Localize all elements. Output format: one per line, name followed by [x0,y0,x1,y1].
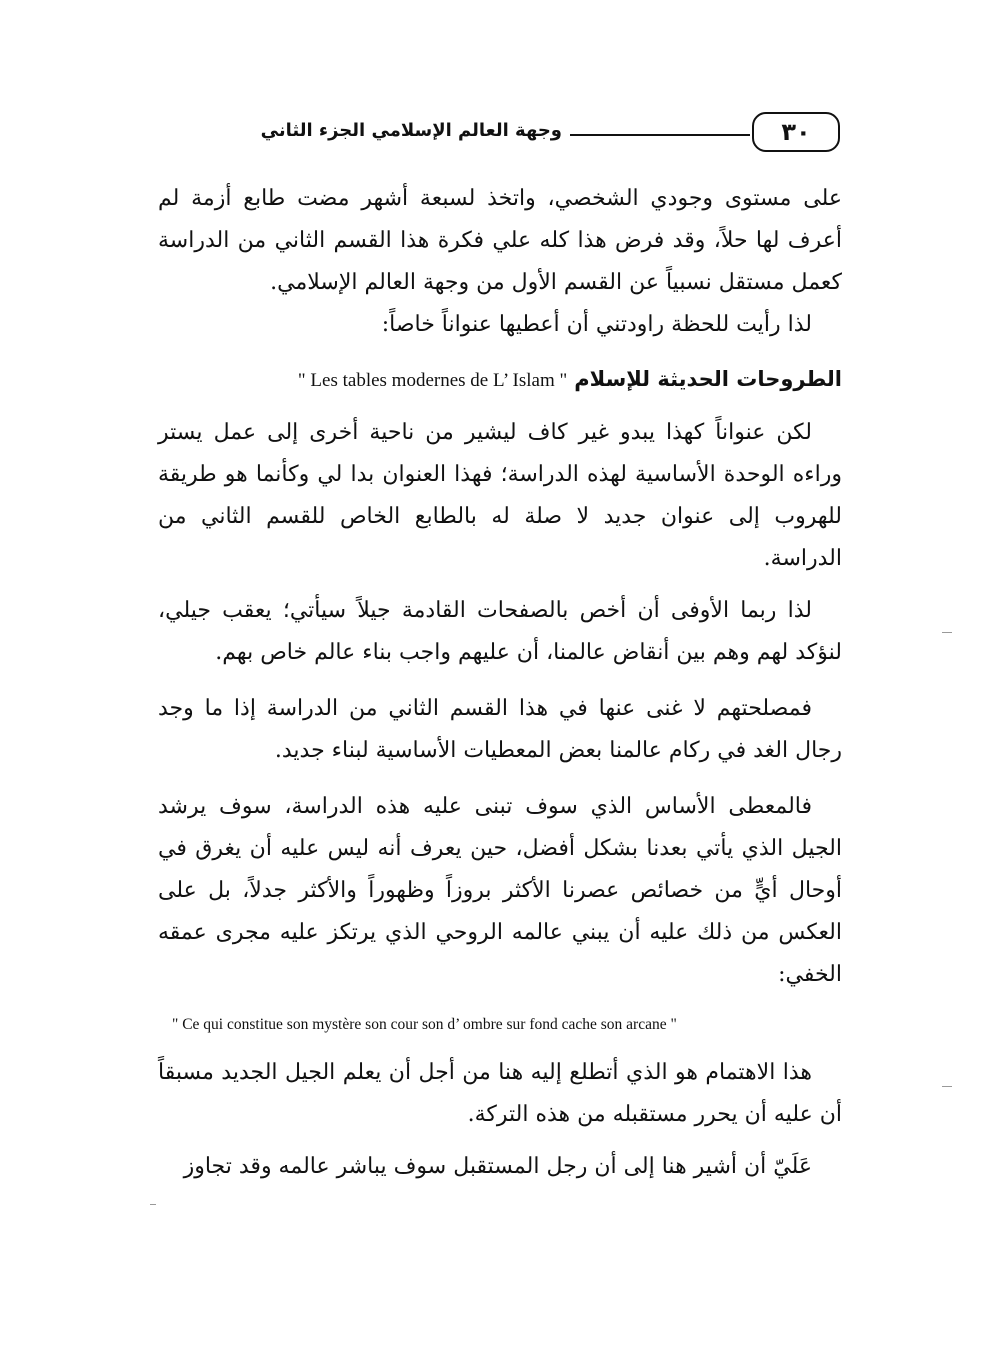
paragraph-6: فالمعطى الأساس الذي سوف تبنى عليه هذه الدراسة، سوف يرشد الجيل الذي يأتي بعدنا بشكل أفضل، حين يعرف أنه ليس عليه أن يغرق في أوحال أيٍّ من خصائص عصرنا الأكثر بروزاً وظهوراً والأكثر جدلاً، بل على العكس من ذلك عليه أن يبني عالمه الروحي الذي يرتكز عليه مجرى عمقه الخفي: [158,794,842,987]
margin-mark [942,1086,952,1087]
paragraph-1: على مستوى وجودي الشخصي، واتخذ لسبعة أشهر مضت طابع أزمة لم أعرف لها حلاً، وقد فرض هذا كله علي فكرة هذا القسم الثاني من الدراسة كعمل مستقل نسبياً عن القسم الأول من وجهة العالم الإسلامي. [158,186,842,295]
paragraph-3: لكن عنواناً كهذا يبدو غير كاف ليشير من ناحية أخرى إلى عمل يستر وراءه الوحدة الأساسية لهذه الدراسة؛ فهذا العنوان بدا لي وكأنما هو طريقة للهروب إلى عنوان جديد لا صلة له بالطابع الخاص للقسم الثاني من الدراسة. [158,420,842,571]
margin-mark [150,1204,156,1205]
paragraph-5: فمصلحتهم لا غنى عنها في هذا القسم الثاني من الدراسة إذا ما وجد رجال الغد في ركام عالمنا بعض المعطيات الأساسية لبناء جديد. [158,696,842,763]
header-rule [570,134,750,136]
paragraph-4: لذا ربما الأوفى أن أخص بالصفحات القادمة جيلاً سيأتي؛ يعقب جيلي، لنؤكد لهم وهم بين أنقاض عالمنا، أن عليهم واجب بناء عالم خاص بهم. [158,598,842,665]
margin-mark [942,632,952,633]
proposed-title [158,358,842,402]
paragraph-8: عَلَيّ أن أشير هنا إلى أن رجل المستقبل سوف يباشر عالمه وقد تجاوز [183,1154,812,1179]
proposed-title-french: " Les tables modernes de L’ Islam " [297,370,568,391]
page-number: ٣٠ [752,112,840,152]
paragraph-7: هذا الاهتمام هو الذي أتطلع إليه هنا من أجل أن يعلم الجيل الجديد مسبقاً أن عليه أن يحرر مستقبله من هذه التركة. [158,1060,842,1127]
running-title: وجهة العالم الإسلامي الجزء الثاني [260,120,562,141]
paragraph-2: لذا رأيت للحظة راودتني أن أعطيها عنواناً خاصاً: [381,312,812,337]
page-header [150,112,840,156]
page-body [158,178,842,1188]
proposed-title-arabic: الطروحات الحديثة للإسلام [574,367,842,391]
french-quotation: " Ce qui constitue son mystère son cour son d’ ombre sur fond cache son arcane " [172,1016,677,1033]
